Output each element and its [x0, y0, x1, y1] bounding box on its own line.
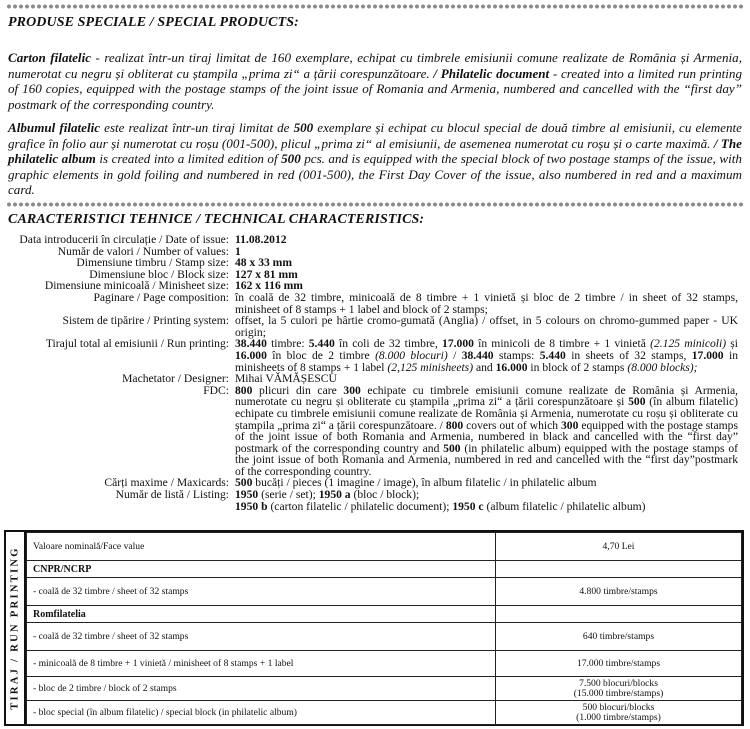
listing-text: (serie / set); — [258, 488, 319, 502]
run-italic-note: (2,125 minisheets) — [387, 360, 474, 374]
fdc-value — [235, 385, 738, 478]
face-value: 4,70 Lei — [496, 533, 742, 561]
fdc-number: 500 — [443, 441, 461, 455]
run-number: 17.000 — [442, 337, 474, 351]
run-printing-value — [235, 338, 738, 373]
designer-value: Mihai VĂMĂȘESCU — [235, 372, 337, 386]
run-text: and — [473, 360, 496, 374]
album-en-text-2: pcs. and is equipped with the special block of two postage stamps of the issue, with graphic elements in gold foiling and numbered in red (001-500), the First Day Cover of the issue, also numbered in red and a maximum card. — [8, 151, 742, 198]
cnpr-sheet-value: 4.800 timbre/stamps — [496, 578, 742, 606]
run-number: 16.000 — [235, 348, 267, 362]
tech-row-run-printing — [0, 338, 750, 373]
fdc-text: covers out of which — [463, 418, 561, 432]
maxicards-label: Cărți maxime / Maxicards: — [104, 476, 229, 490]
face-value-label: Valoare nominală/Face value — [27, 533, 496, 561]
run-number: 17.000 — [691, 348, 724, 362]
run-total-en: 38.440 — [461, 348, 494, 362]
run-text: în coli de 32 timbre, — [334, 337, 443, 351]
romfilatelia-heading: Romfilatelia — [27, 606, 496, 623]
designer-label: Machetator / Designer: — [122, 372, 229, 386]
fdc-number: 800 — [235, 383, 253, 397]
tech-row-date — [0, 234, 750, 246]
maxicards-text: bucăți / pieces (1 imagine / image), în album filatelic / in philatelic album — [252, 476, 597, 490]
products-heading: PRODUSE SPECIALE / SPECIAL PRODUCTS: — [8, 15, 299, 30]
pagination-label: Paginare / Page composition: — [93, 290, 229, 304]
album-ro-text-1: este realizat într-un tiraj limitat de — [100, 120, 294, 135]
fdc-text: echipate cu timbrele emisiunii comune realizate de România și Armenia, numerotate cu negru și obliterate cu ștampila „prima zi“ a țării corespunzătoare și — [235, 383, 738, 409]
pagination-value: în coală de 32 timbre, minicoală de 8 timbre + 1 vinietă și bloc de 2 timbre / in sheet of 32 stamps, minisheet of 8 stamps + 1 label and block of 2 stamps; — [235, 290, 738, 316]
maxicards-number: 500 — [235, 476, 253, 490]
listing-code: 1950 c — [452, 499, 484, 513]
fdc-number: 300 — [343, 383, 361, 397]
stamp-size-value: 48 x 33 mm — [235, 256, 292, 270]
album-title: Albumul filatelic — [8, 120, 101, 135]
carton-title: Carton filatelic — [8, 50, 92, 65]
table-row — [27, 561, 742, 578]
rf-sheet-value: 640 timbre/stamps — [496, 623, 742, 651]
table-row — [27, 533, 742, 561]
listing-text: (album filatelic / philatelic album) — [483, 499, 646, 513]
dotted-divider-top — [6, 4, 744, 9]
fdc-label: FDC: — [203, 383, 229, 397]
fdc-number: 500 — [628, 395, 646, 409]
date-value: 11.08.2012 — [235, 233, 287, 246]
dotted-divider-middle — [6, 202, 744, 207]
run-number: 16.000 — [495, 360, 528, 374]
run-printing-table — [4, 530, 744, 726]
rf-special-value-line1: 500 blocuri/blocks — [582, 701, 655, 713]
run-number: 5.440 — [539, 348, 566, 362]
side-label-column — [6, 532, 26, 724]
tech-row-listing — [0, 489, 750, 512]
carton-paragraph — [8, 50, 742, 112]
table-cell-empty — [496, 561, 742, 578]
rf-special-value-line2: (1.000 timbre/stamps) — [576, 711, 661, 723]
table-row — [27, 578, 742, 606]
listing-code: 1950 a — [318, 488, 351, 502]
table-row — [27, 606, 742, 623]
run-italic-note: (8.000 blocks); — [627, 360, 698, 374]
run-text: în minicoli de 8 timbre + 1 vinietă — [473, 337, 651, 351]
album-en-title: / The philatelic album — [8, 135, 742, 167]
date-label: Data introducerii în circulație / Date of issue: — [19, 233, 229, 246]
stamp-size-label: Dimensiune timbru / Stamp size: — [76, 256, 229, 270]
fdc-text: equipped with the postage stamps of the joint issue of both Romania and Armenia, numbered in black and cancelled with the “first day” postmark of the corresponding country and — [235, 418, 738, 455]
table-row — [27, 623, 742, 651]
run-text: stamps: — [493, 348, 540, 362]
listing-text: (carton filatelic / philatelic document); — [267, 499, 453, 513]
rf-minisheet-label: - minicoală de 8 timbre + 1 vinietă / minisheet of 8 stamps + 1 label — [27, 651, 496, 677]
rf-minisheet-value: 17.000 timbre/stamps — [496, 651, 742, 677]
run-text: / — [447, 348, 462, 362]
rf-special-value — [496, 701, 742, 725]
listing-code: 1950 b — [235, 499, 268, 513]
rf-sheet-label: - coală de 32 timbre / sheet of 32 stamps — [27, 623, 496, 651]
album-en-text-1: is created into a limited edition of — [95, 151, 282, 167]
run-text: in block of 2 stamps — [527, 360, 628, 374]
run-total-ro: 38.440 — [235, 337, 267, 351]
fdc-text: (în album filatelic) echipate cu timbrele emisiunii comune realizate de România și Armenia, numerotate cu roșu și obliterate cu ștampila „prima zi“ a țării corespunzătoare. / — [235, 395, 739, 432]
album-paragraph — [8, 120, 742, 198]
run-text: timbre: — [266, 337, 309, 351]
run-text: in minisheets of 8 stamps + 1 label — [235, 348, 738, 374]
run-italic-note: (8.000 blocuri) — [375, 348, 448, 362]
fdc-text: (in philatelic album) equipped with the postage stamps of the joint issue of both Romania and Armenia, numbered in red and cancelled with the “first day”postmark of the corresponding country. — [235, 441, 738, 478]
tech-row-pagination — [0, 292, 750, 315]
tech-row-fdc — [0, 385, 750, 478]
album-count-ro: 500 — [293, 120, 314, 135]
values-label: Număr de valori / Number of values: — [57, 244, 229, 258]
block-size-value: 127 x 81 mm — [235, 267, 298, 281]
listing-label: Număr de listă / Listing: — [115, 488, 229, 502]
rf-block-value-line2: (15.000 timbre/stamps) — [573, 687, 664, 699]
run-text: și — [726, 337, 738, 351]
table-cell-empty — [496, 606, 742, 623]
listing-text: (bloc / block); — [350, 488, 420, 502]
block-size-label: Dimensiune bloc / Block size: — [89, 267, 229, 281]
table-row — [27, 701, 742, 725]
table-row — [27, 677, 742, 701]
rf-block-label: - bloc de 2 timbre / block of 2 stamps — [27, 677, 496, 701]
run-italic-note: (2.125 minicoli) — [650, 337, 727, 351]
carton-ro-text: - realizat într-un tiraj limitat de 160 exemplare, echipat cu timbrele emisiunii comune realizate de România și Armenia, numerotat cu negru și obliterat cu ștampila „prima zi“ a țării corespunzătoare. — [8, 50, 742, 81]
minisheet-size-value: 162 x 116 mm — [235, 279, 303, 293]
album-ro-text-2: exemplare și echipat cu blocul special de două timbre al emisiunii, cu elemente grafice în folio aur și numerotat cu roșu (001-500), plicul „prima zi“ al emisiunii, de asemenea numerotat cu roșu și o carte maximă. — [8, 120, 742, 151]
run-printing-grid — [26, 532, 742, 725]
carton-en-text: - created into a limited run printing of 160 copies, equipped with the postage stamps of the joint issue of Romania and Armenia, numbered and cancelled with the “first day” postmark of the corresponding country. — [8, 65, 743, 112]
side-label: TIRAJ / RUN PRINTING — [9, 546, 21, 710]
printing-label: Sistem de tipărire / Printing system: — [62, 314, 229, 328]
minisheet-size-label: Dimensiune minicoală / Minisheet size: — [44, 279, 229, 293]
album-count-en: 500 — [281, 151, 301, 167]
printing-value: offset, la 5 culori pe hârtie cromo-gumată (Anglia) / offset, in 5 colours on chromo-gummed paper - UK origin; — [235, 314, 738, 339]
rf-special-label: - bloc special (în album filatelic) / special block (in philatelic album) — [27, 701, 496, 725]
table-row — [27, 651, 742, 677]
tech-row-printing — [0, 315, 750, 338]
listing-value — [235, 489, 738, 512]
listing-code: 1950 — [235, 488, 259, 502]
fdc-text: plicuri din care — [252, 383, 344, 397]
run-text: in sheets of 32 stamps, — [565, 348, 692, 362]
run-number: 5.440 — [308, 337, 335, 351]
fdc-number: 300 — [561, 418, 579, 432]
values-value: 1 — [235, 244, 241, 258]
rf-block-value — [496, 677, 742, 701]
fdc-number: 800 — [445, 418, 464, 432]
cnpr-heading: CNPR/NCRP — [27, 561, 496, 578]
tech-heading: CARACTERISTICI TEHNICE / TECHNICAL CHARACTERISTICS: — [8, 212, 425, 227]
cnpr-sheet-label: - coală de 32 timbre / sheet of 32 stamps — [27, 578, 496, 606]
technical-characteristics — [0, 234, 750, 512]
rf-block-value-line1: 7.500 blocuri/blocks — [579, 677, 658, 689]
carton-en-title: / Philatelic document — [433, 65, 550, 81]
run-text: în bloc de 2 timbre — [266, 348, 376, 362]
run-printing-label: Tirajul total al emisiunii / Run printing: — [45, 337, 229, 351]
